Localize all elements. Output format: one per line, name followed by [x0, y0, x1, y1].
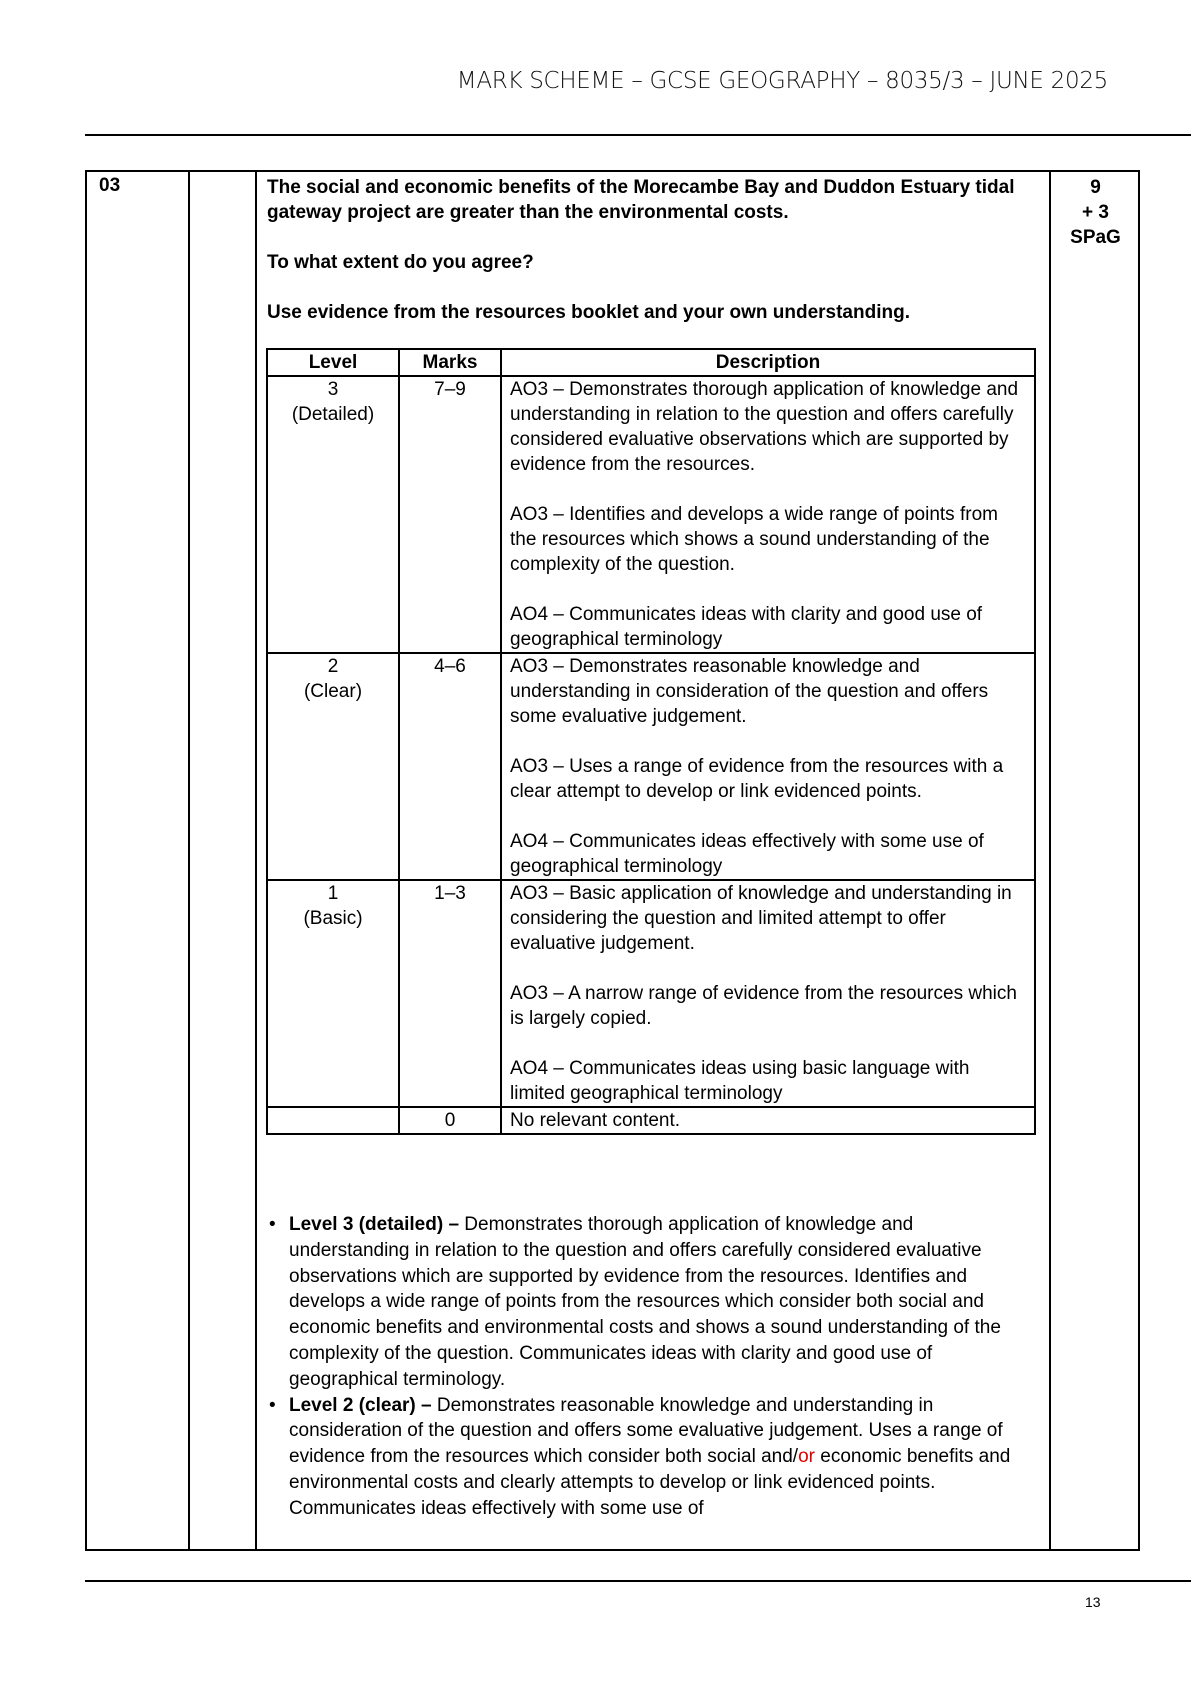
level-number: 2: [327, 656, 339, 677]
level-row: [267, 376, 1035, 653]
header-rule: [85, 134, 1191, 136]
descriptor: AO3 – Basic application of knowledge and understanding in considering the question and limited attempt to offer evaluative judgement.: [510, 883, 1012, 954]
descriptor: AO3 – Identifies and develops a wide range of points from the resources which shows a sound understanding of the complexity of the question.: [510, 504, 998, 575]
level-row: [267, 1107, 1035, 1134]
description-cell: [501, 376, 1035, 653]
column-divider: [188, 172, 190, 1549]
descriptor: AO4 – Communicates ideas using basic language with limited geographical terminology: [510, 1058, 970, 1104]
level-guidance-list: [267, 1212, 1037, 1522]
question-prompt: To what extent do you agree?: [267, 252, 534, 273]
level-number: 3: [327, 379, 339, 400]
question-table: [85, 170, 1140, 1551]
guidance-highlight: or: [798, 1446, 815, 1468]
bullet-icon: •: [269, 1394, 276, 1416]
bullet-icon: •: [269, 1214, 276, 1235]
level-cell: [267, 1107, 399, 1134]
descriptor: AO3 – A narrow range of evidence from the resources which is largely copied.: [510, 983, 1017, 1029]
level-cell: [267, 653, 399, 880]
level-cell: [267, 880, 399, 1107]
description-cell: [501, 1107, 1035, 1134]
header-description: Description: [501, 349, 1035, 376]
page-number: 13: [1085, 1594, 1101, 1610]
guidance-label: Level 3 (detailed): [289, 1214, 444, 1235]
descriptor: No relevant content.: [510, 1110, 681, 1131]
marks-cell: 1–3: [399, 880, 501, 1107]
guidance-text: Demonstrates reasonable knowledge and understanding in consideration of the question and offers some evaluative judgement. Uses a range of evidence from the resources which consider both social and/: [289, 1394, 1003, 1468]
descriptor: AO4 – Communicates ideas effectively with some use of geographical terminology: [510, 831, 984, 877]
column-divider: [1049, 172, 1051, 1549]
level-name: (Basic): [303, 908, 363, 929]
marks-spag-bonus: + 3: [1082, 202, 1109, 223]
column-divider: [255, 172, 257, 1549]
guidance-item: [267, 1393, 1037, 1522]
level-number: 1: [327, 883, 339, 904]
level-cell: [267, 376, 399, 653]
levels-table-header: [267, 349, 1035, 376]
guidance-dash: –: [443, 1214, 465, 1235]
marks-spag-label: SPaG: [1070, 227, 1121, 248]
descriptor: AO3 – Uses a range of evidence from the resources with a clear attempt to develop or link evidenced points.: [510, 756, 1004, 802]
level-name: (Detailed): [291, 404, 375, 425]
marks-cell: 7–9: [399, 376, 501, 653]
level-row: [267, 880, 1035, 1107]
descriptor: AO3 – Demonstrates reasonable knowledge and understanding in consideration of the question and offers some evaluative judgement.: [510, 656, 989, 727]
marks-cell: 4–6: [399, 653, 501, 880]
question-statement: The social and economic benefits of the Morecambe Bay and Duddon Estuary tidal gateway project are greater than the environmental costs.: [267, 177, 1015, 223]
total-marks: [1051, 175, 1140, 250]
marks-cell: 0: [399, 1107, 501, 1134]
level-name: (Clear): [303, 681, 363, 702]
guidance-dash: –: [415, 1394, 437, 1416]
marks-value: 9: [1090, 177, 1101, 198]
levels-table: [266, 348, 1036, 1135]
descriptor: AO4 – Communicates ideas with clarity and good use of geographical terminology: [510, 604, 983, 650]
guidance-item: [267, 1212, 1037, 1393]
guidance-text: economic benefits and environmental costs and clearly attempts to develop or link evidenced points. Communicates ideas effectively with some use of: [289, 1446, 1011, 1519]
header-level: Level: [267, 349, 399, 376]
description-cell: [501, 880, 1035, 1107]
running-header: MARK SCHEME – GCSE GEOGRAPHY – 8035/3 – JUNE 2025: [456, 68, 1108, 94]
description-cell: [501, 653, 1035, 880]
guidance-label: Level 2 (clear): [289, 1394, 416, 1416]
question-text: [267, 175, 1037, 350]
descriptor: AO3 – Demonstrates thorough application of knowledge and understanding in relation to the question and offers carefully considered evaluative observations which are supported by evidence from the resources.: [510, 379, 1019, 475]
guidance-text: Demonstrates thorough application of knowledge and understanding in relation to the question and offers carefully considered evaluative observations which are supported by evidence from the resources. Identifies and develops a wide range of points from the resources which consider both social and economic benefits and environmental costs and shows a sound understanding of the complexity of the question. Communicates ideas with clarity and good use of geographical terminology.: [289, 1214, 1001, 1390]
question-number: 03: [99, 175, 121, 196]
question-instruction: Use evidence from the resources booklet and your own understanding.: [267, 302, 910, 323]
level-row: [267, 653, 1035, 880]
footer-rule: [85, 1580, 1191, 1582]
header-marks: Marks: [399, 349, 501, 376]
